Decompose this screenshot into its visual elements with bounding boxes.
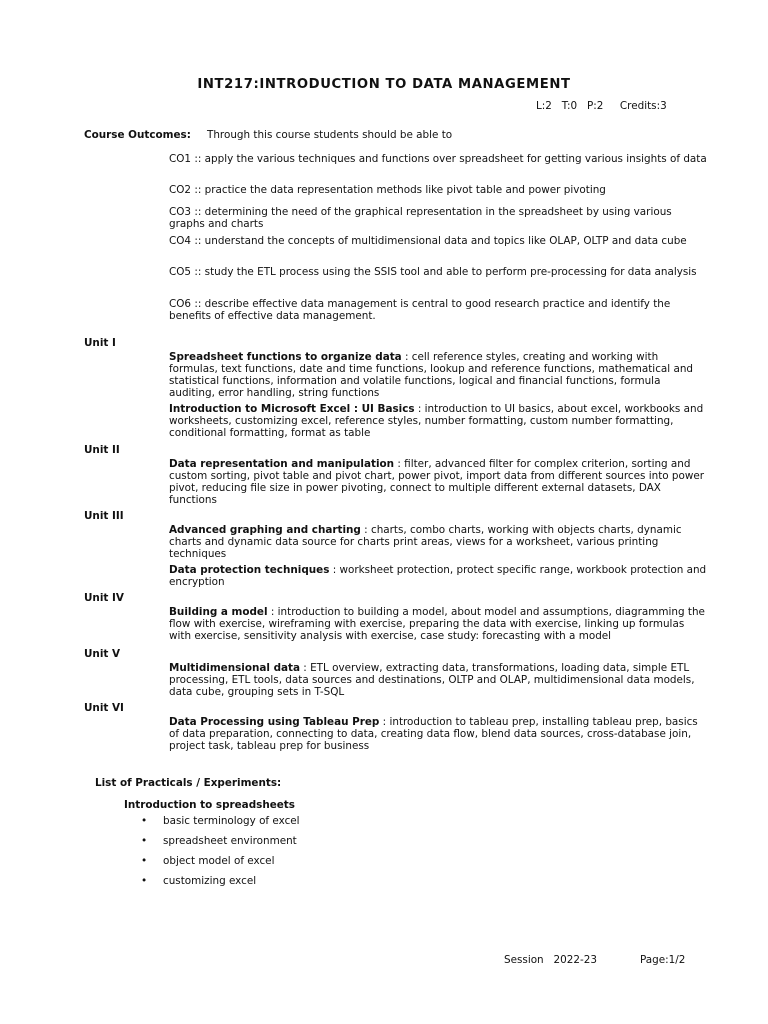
course-outcome-5: CO5 :: study the ETL process using the SSIS tool and able to perform pre-processing for data analysis — [169, 266, 697, 278]
practical-item: spreadsheet environment — [163, 835, 297, 847]
course-outcomes-label: Course Outcomes: — [84, 129, 191, 141]
bullet-icon: • — [141, 875, 148, 887]
course-outcomes-intro: Through this course students should be able to — [207, 129, 453, 141]
unit-1-label: Unit I — [84, 337, 116, 349]
practical-item: object model of excel — [163, 855, 275, 867]
unit-3-topic-2: Data protection techniques : worksheet protection, protect specific range, workbook protection and encryption — [169, 564, 707, 588]
bullet-icon: • — [141, 835, 148, 847]
practicals-title: List of Practicals / Experiments: — [95, 777, 282, 789]
course-outcome-6: CO6 :: describe effective data management is central to good research practice and identify the benefits of effective data management. — [169, 298, 671, 322]
topic-text: worksheet protection, protect specific range, workbook protection and encryption — [169, 564, 707, 588]
course-outcome-3: CO3 :: determining the need of the graphical representation in the spreadsheet by using various graphs and charts — [169, 206, 672, 230]
unit-1-topic-2: Introduction to Microsoft Excel : UI Basics : introduction to UI basics, about excel, workbooks and worksheets, customizing excel, reference styles, number formatting, custom number formatting, conditional formatting, format as table — [169, 403, 704, 439]
bullet-icon: • — [141, 855, 148, 867]
topic-heading: Multidimensional data — [169, 662, 300, 674]
course-outcome-4: CO4 :: understand the concepts of multidimensional data and topics like OLAP, OLTP and data cube — [169, 235, 687, 247]
topic-heading: Spreadsheet functions to organize data — [169, 351, 402, 363]
credits-line: L:2 T:0 P:2 Credits:3 — [536, 100, 667, 112]
unit-6-topic-1: Data Processing using Tableau Prep : introduction to tableau prep, installing tableau prep, basics of data preparation, connecting to data, creating data flow, blend data sources, cross-database join, project task, tableau prep for business — [169, 716, 698, 752]
topic-text: introduction to building a model, about model and assumptions, diagramming the flow with exercise, wireframing with exercise, preparing the data with exercise, linking up formulas with exercise, sensitivity analysis with exercise, case study: forecasting with a model — [169, 606, 705, 642]
topic-heading: Building a model — [169, 606, 268, 618]
topic-text: ETL overview, extracting data, transformations, loading data, simple ETL processing, ETL tools, data sources and destinations, OLTP and OLAP, multidimensional data models, data cube, grouping sets in T-SQL — [169, 662, 695, 698]
unit-2-topic-1: Data representation and manipulation : filter, advanced filter for complex criterion, sorting and custom sorting, pivot table and pivot chart, power pivot, import data from different sources into power pivot, reducing file size in power pivoting, connect to multiple different external datasets, DAX functions — [169, 458, 705, 506]
topic-heading: Data Processing using Tableau Prep — [169, 716, 380, 728]
topic-text: cell reference styles, creating and working with formulas, text functions, date and time functions, lookup and reference functions, mathematical and statistical functions, information and volatile functions, logical and financial functions, formula auditing, error handling, string functions — [169, 351, 694, 399]
practical-item: customizing excel — [163, 875, 257, 887]
topic-heading: Data protection techniques — [169, 564, 330, 576]
unit-4-label: Unit IV — [84, 592, 124, 604]
unit-1-topic-1: Spreadsheet functions to organize data : cell reference styles, creating and working with formulas, text functions, date and time functions, lookup and reference functions, mathematical and statistical functions, information and volatile functions, logical and financial functions, formula auditing, error handling, string functions — [169, 351, 694, 399]
practicals-section-heading: Introduction to spreadsheets — [124, 799, 295, 811]
topic-text: introduction to UI basics, about excel, workbooks and worksheets, customizing excel, reference styles, number formatting, custom number formatting, conditional formatting, format as table — [169, 403, 704, 439]
unit-4-topic-1: Building a model : introduction to building a model, about model and assumptions, diagramming the flow with exercise, wireframing with exercise, preparing the data with exercise, linking up formulas with exercise, sensitivity analysis with exercise, case study: forecasting with a model — [169, 606, 705, 642]
topic-text: filter, advanced filter for complex criterion, sorting and custom sorting, pivot table and pivot chart, power pivot, import data from different sources into power pivot, reducing file size in power pivoting, connect to multiple different external datasets, DAX functions — [169, 458, 705, 506]
course-outcome-1: CO1 :: apply the various techniques and functions over spreadsheet for getting various insights of data — [169, 153, 707, 165]
page-number: Page:1/2 — [640, 954, 686, 966]
topic-heading: Advanced graphing and charting — [169, 524, 361, 536]
unit-5-topic-1: Multidimensional data : ETL overview, extracting data, transformations, loading data, simple ETL processing, ETL tools, data sources and destinations, OLTP and OLAP, multidimensional data models, data cube, grouping sets in T-SQL — [169, 662, 695, 698]
course-outcome-2: CO2 :: practice the data representation methods like pivot table and power pivoting — [169, 184, 606, 196]
topic-text: introduction to tableau prep, installing tableau prep, basics of data preparation, connecting to data, creating data flow, blend data sources, cross-database join, project task, tableau prep for business — [169, 716, 698, 752]
unit-3-label: Unit III — [84, 510, 124, 522]
practical-item: basic terminology of excel — [163, 815, 300, 827]
unit-5-label: Unit V — [84, 648, 121, 660]
page-title: INT217:INTRODUCTION TO DATA MANAGEMENT — [197, 77, 571, 92]
bullet-icon: • — [141, 815, 148, 827]
topic-text: charts, combo charts, working with objects charts, dynamic charts and dynamic data source for charts print areas, views for a worksheet, various printing techniques — [169, 524, 682, 560]
unit-3-topic-1: Advanced graphing and charting : charts, combo charts, working with objects charts, dynamic charts and dynamic data source for charts print areas, views for a worksheet, various printing techniques — [169, 524, 682, 560]
unit-6-label: Unit VI — [84, 702, 124, 714]
unit-2-label: Unit II — [84, 444, 120, 456]
topic-heading: Introduction to Microsoft Excel : UI Basics — [169, 403, 415, 415]
session-label: Session 2022-23 — [504, 954, 597, 966]
topic-heading: Data representation and manipulation — [169, 458, 395, 470]
